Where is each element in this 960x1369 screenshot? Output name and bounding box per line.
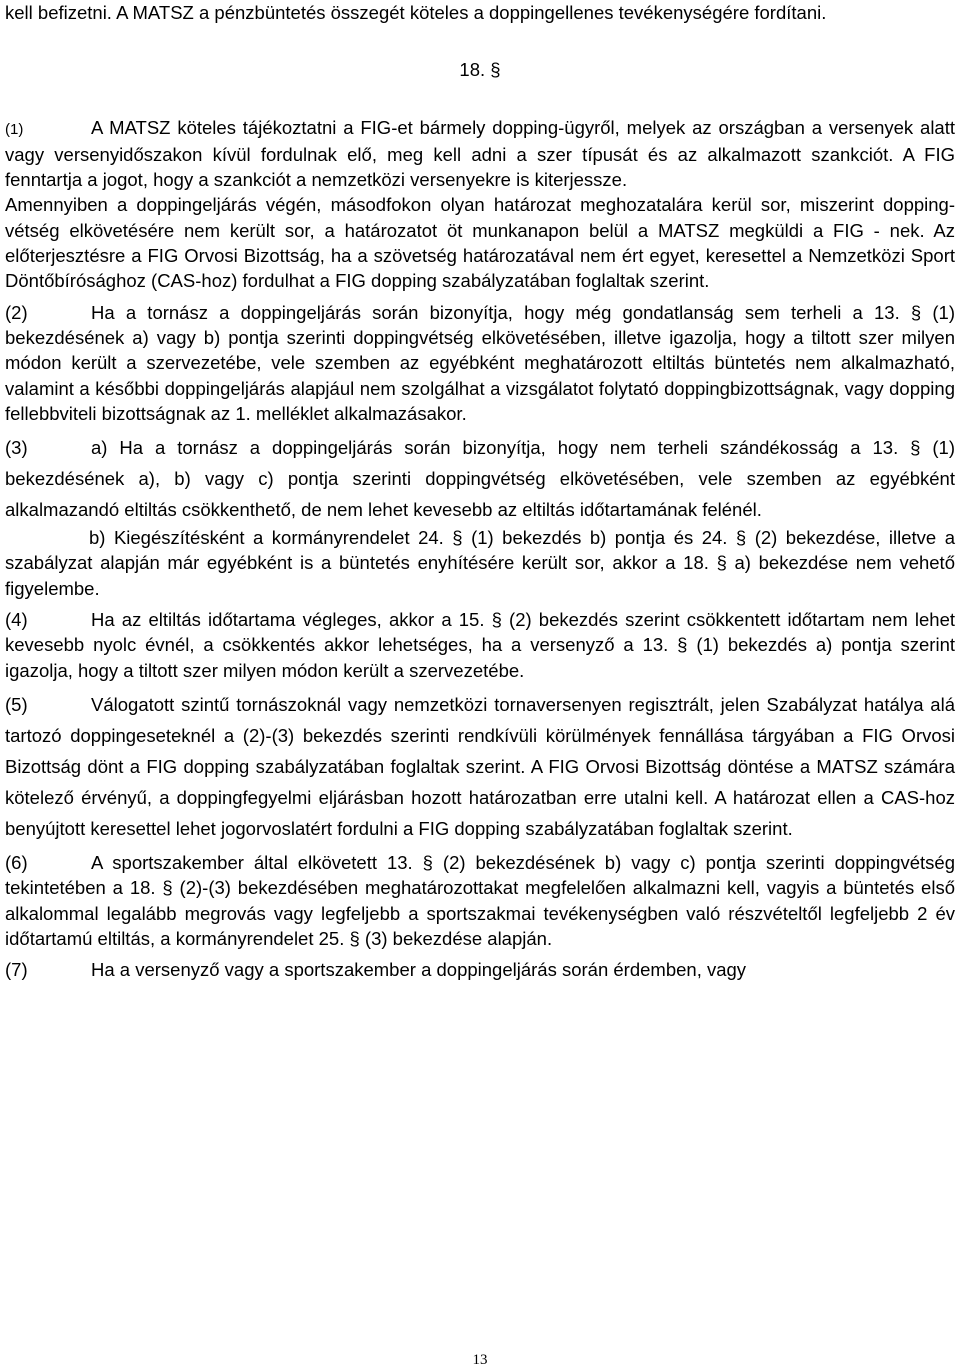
paragraph-2-text: Ha a tornász a doppingeljárás során bizonyítja, hogy még gondatlanság sem terheli a 13. § (1) bekezdésének a) vagy b) pontja szerinti doppingvétség elkövetésében, illetve igazolja, hogy a tiltott szer milyen módon került a szervezetébe, vele szemben az egyébként meghatározott eltiltás büntetés nem alkalmazható, valamint a későbbi doppingeljárás alapjául nem szolgálhat a vizsgálatot folytató doppingbizottságnak, vagy dopping fellebbviteli bizottságnak az 1. melléklet alkalmazásakor. <box>5 301 955 424</box>
paragraph-3-text-a: a) Ha a tornász a doppingeljárás során bizonyítja, hogy nem terheli szándékosság a 13. § (1) bekezdésének a), b) vagy c) pontja szerinti doppingvétség elkövetésében, vele szemben az egyébként alkalmazandó eltiltás csökkenthető, de nem lehet kevesebb az eltiltás időtartamának felénél. <box>5 437 955 521</box>
paragraph-4-text: Ha az eltiltás időtartama végleges, akkor a 15. § (2) bekezdés szerint csökkentett időtartam nem lehet kevesebb nyolc évnél, a csökkentés akkor lehetséges, ha a versenyző a 13. § (1) bekezdés a) pontja szerint igazolja, hogy a tiltott szer milyen módon került a szervezetébe. <box>5 609 955 681</box>
paragraph-5 <box>5 689 955 844</box>
paragraph-3 <box>5 432 955 525</box>
paragraph-1-number: (1) <box>5 120 24 138</box>
paragraph-5-number: (5) <box>5 693 28 715</box>
paragraph-5-text: Válogatott szintű tornászoknál vagy nemzetközi tornaversenyen regisztrált, jelen Szabályzat hatálya alá tartozó doppingeseteknél a (2)-(3) bekezdés szerinti rendkívüli körülmények fennállása tárgyában a FIG Orvosi Bizottság dönt a FIG dopping szabályzatában foglaltak szerint. A FIG Orvosi Bizottság döntése a MATSZ számára kötelező érvényű, a doppingfegyelmi eljárásban hozott határozatban erre utalni kell. A határozat ellen a CAS-hoz benyújtott keresettel lehet jogorvoslatért fordulni a FIG dopping szabályzatában foglaltak szerint. <box>5 693 955 839</box>
paragraph-3-number: (3) <box>5 437 28 459</box>
intro-paragraph: kell befizetni. A MATSZ a pénzbüntetés összegét köteles a doppingellenes tevékenységére fordítani. <box>5 2 827 23</box>
paragraph-6-number: (6) <box>5 851 28 873</box>
paragraph-2-number: (2) <box>5 301 28 323</box>
paragraph-7-number: (7) <box>5 959 28 981</box>
paragraph-2 <box>5 300 955 426</box>
page-number: 13 <box>472 1352 488 1368</box>
paragraph-3-point-b: b) Kiegészítésként a kormányrendelet 24. § (1) bekezdés b) pontja és 24. § (2) bekezdése, illetve a szabályzat alapján már egyébként is a büntetés enyhítésére került sor, akkor a 18. § a) bekezdése nem vehető figyelembe. <box>5 527 955 599</box>
section-heading: 18. § <box>459 59 501 81</box>
paragraph-1-continued: Amennyiben a doppingeljárás végén, másodfokon olyan határozat meghozatalára kerül sor, miszerint dopping-vétség elkövetésére nem került sor, a határozatot öt munkanapon belül a MATSZ megküldi a FIG - nek. Az előterjesztésre a FIG Orvosi Bizottság, ha a szövetség határozatával nem ért egyet, keresettel a Nemzetközi Sport Döntőbírósághoz (CAS-hoz) fordulhat a FIG dopping szabályzatában foglaltak szerint. <box>5 194 955 292</box>
paragraph-1 <box>5 115 955 193</box>
paragraph-1-text-a: A MATSZ köteles tájékoztatni a FIG-et bármely dopping-ügyről, melyek az országban a versenyek alatt vagy versenyidőszakon kívül fordulnak elő, meg kell adni a szer típusát és az alkalmazott szankciót. A FIG fenntartja a jogot, hogy a szankciót a nemzetközi versenyekre is kiterjessze. <box>5 116 955 191</box>
paragraph-6-text: A sportszakember által elkövetett 13. § (2) bekezdésének b) vagy c) pontja szerinti doppingvétség tekintetében a 18. § (2)-(3) bekezdésében meghatározottakat megfelelően alkalmazni kell, vagyis a büntetés első alkalommal legalább megrovás vagy legfeljebb a sportszakmai tevékenységben való részvételtől legfeljebb 2 év időtartamú eltiltás, a kormányrendelet 25. § (3) bekezdése alapján. <box>5 851 955 949</box>
paragraph-4-number: (4) <box>5 609 28 631</box>
document-page <box>5 0 955 982</box>
paragraph-6 <box>5 850 955 951</box>
paragraph-4 <box>5 607 955 683</box>
paragraph-7 <box>5 957 955 982</box>
paragraph-7-text: Ha a versenyző vagy a sportszakember a doppingeljárás során érdemben, vagy <box>91 959 747 981</box>
